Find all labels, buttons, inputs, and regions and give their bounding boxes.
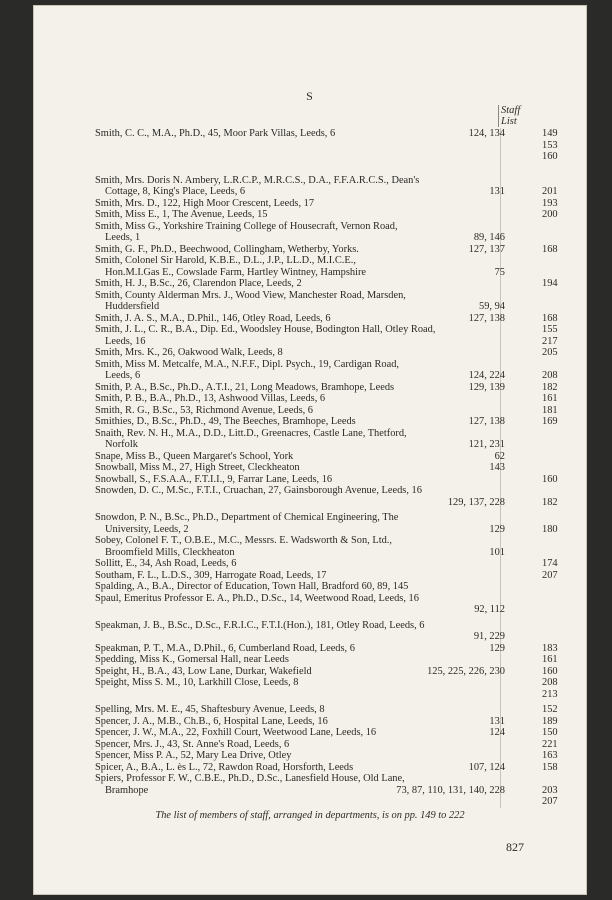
section-letter: S [306, 89, 314, 103]
entry-line [95, 140, 595, 152]
entry-line [95, 244, 595, 256]
staff-list-page: 160 [542, 151, 558, 162]
staff-list-page: 161 [542, 393, 558, 404]
entry-text: Cottage, 8, King's Place, Leeds, 6 [105, 186, 246, 197]
staff-header-line-1: Staff [501, 105, 521, 116]
directory-entry [95, 416, 595, 428]
staff-header-line-2: List [501, 116, 517, 127]
directory-entry [95, 462, 595, 474]
directory-entry [95, 198, 595, 210]
page-references: 75 [494, 266, 505, 278]
entry-line [95, 462, 595, 474]
page-references: 107, 124 [468, 761, 505, 773]
staff-list-page: 160 [542, 665, 558, 677]
directory-entry [95, 643, 595, 655]
directory-entry [95, 570, 595, 582]
entry-line [95, 290, 595, 302]
staff-list-page: 203 [542, 784, 558, 796]
staff-list-page: 168 [542, 243, 558, 255]
entry-text: Smith, Miss G., Yorkshire Training College of Housecraft, Vernon Road, [95, 220, 398, 232]
page-references: 131 [489, 715, 505, 727]
entry-text: Spencer, Miss P. A., 52, Mary Lea Drive, Otley [95, 750, 292, 761]
directory-entry [95, 474, 595, 486]
entry-line [95, 716, 595, 728]
entry-line [95, 393, 595, 405]
page-references: 127, 138 [468, 312, 505, 324]
entry-text: Smith, C. C., M.A., Ph.D., 45, Moor Park Villas, Leeds, 6 [95, 128, 336, 139]
entry-text: Leeds, 1 [105, 232, 141, 243]
entry-text: Smith, Mrs. K., 26, Oakwood Walk, Leeds, 8 [95, 347, 283, 358]
entry-line [95, 677, 595, 689]
entry-line [95, 278, 595, 290]
directory-entry [95, 762, 595, 774]
entry-line [95, 497, 595, 509]
page-references: 131 [489, 186, 505, 197]
directory-entry [95, 451, 595, 463]
entry-line [95, 151, 595, 163]
entry-text: Spencer, J. A., M.B., Ch.B., 6, Hospital Lane, Leeds, 16 [95, 715, 328, 727]
entry-text: Leeds, 16 [105, 335, 146, 347]
entry-line [95, 535, 595, 547]
entry-text: Sobey, Colonel F. T., O.B.E., M.C., Messrs. E. Wadsworth & Son, Ltd., [95, 535, 392, 546]
entry-line [95, 474, 595, 486]
entry-text: Norfolk [105, 439, 138, 450]
staff-list-page: 207 [542, 796, 558, 807]
page-references: 91, 229 [473, 631, 505, 642]
entry-text: Huddersfield [105, 301, 160, 312]
staff-list-page: 189 [542, 715, 558, 727]
directory-entry [95, 727, 595, 739]
staff-list-page: 168 [542, 312, 558, 324]
page-references: 127, 138 [468, 416, 505, 427]
entry-text: Snowball, Miss M., 27, High Street, Cleckheaton [95, 462, 300, 473]
directory-entry [95, 593, 595, 616]
directory-entry [95, 313, 595, 325]
staff-list-page: 182 [542, 496, 558, 508]
staff-list-page: 193 [542, 197, 558, 209]
entry-line [95, 785, 595, 797]
entry-line [95, 512, 595, 524]
entry-line [95, 796, 595, 808]
directory-entry [95, 704, 595, 716]
entry-text: Smith, County Alderman Mrs. J., Wood View, Manchester Road, Marsden, [95, 289, 406, 301]
entry-line [95, 405, 595, 417]
staff-list-column-header [498, 105, 535, 127]
entry-text: Southam, F. L., L.D.S., 309, Harrogate Road, Leeds, 17 [95, 569, 327, 581]
entry-line [95, 221, 595, 233]
directory-entry [95, 244, 595, 256]
directory-entry [95, 428, 595, 451]
staff-list-page: 201 [542, 186, 558, 197]
entry-text: Smith, Miss M. Metcalfe, M.A., N.F.F., Dipl. Psych., 19, Cardigan Road, [95, 358, 399, 370]
entry-line [95, 666, 595, 678]
page-references: 129, 137, 228 [447, 496, 505, 508]
directory-entry [95, 290, 595, 313]
page-references: 129, 139 [468, 381, 505, 393]
entry-line [95, 643, 595, 655]
staff-list-page: 180 [542, 523, 558, 535]
page-references: 127, 137 [468, 243, 505, 255]
entry-text: Smith, Mrs. Doris N. Ambery, L.R.C.P., M.R.C.S., D.A., F.F.A.R.C.S., Dean's [95, 174, 420, 186]
entry-text: Spicer, A., B.A., L. ès L., 72, Rawdon Road, Horsforth, Leeds [95, 761, 354, 773]
directory-entry [95, 405, 595, 417]
staff-list-page: 155 [542, 324, 558, 335]
page-references: 101 [489, 546, 505, 558]
directory-entry [95, 221, 595, 244]
directory-entry [95, 128, 595, 163]
entry-line [95, 547, 595, 559]
directory-entry [95, 666, 595, 678]
staff-list-page: 158 [542, 761, 558, 773]
entry-line [95, 128, 595, 140]
page-references: 73, 87, 110, 131, 140, 228 [396, 784, 505, 796]
entry-line [95, 773, 595, 785]
entry-line [95, 558, 595, 570]
directory-entry [95, 716, 595, 728]
directory-entry [95, 620, 595, 643]
staff-list-page: 160 [542, 473, 558, 485]
entry-text: Smith, G. F., Ph.D., Beechwood, Collingham, Wetherby, Yorks. [95, 243, 359, 255]
entry-line [95, 301, 595, 313]
staff-list-page: 152 [542, 704, 558, 715]
staff-list-page: 174 [542, 558, 558, 569]
entry-text: Bramhope [105, 784, 149, 796]
entry-line [95, 631, 595, 643]
entry-text: Hon.M.I.Gas E., Cowslade Farm, Hartley Wintney, Hampshire [105, 266, 367, 278]
entry-line [95, 267, 595, 279]
entry-line [95, 382, 595, 394]
entry-line [95, 704, 595, 716]
directory-entry [95, 654, 595, 666]
entry-text: Spencer, Mrs. J., 43, St. Anne's Road, Leeds, 6 [95, 738, 290, 750]
staff-list-page: 194 [542, 278, 558, 289]
staff-list-page: 149 [542, 128, 558, 139]
entry-text: Smith, Miss E., 1, The Avenue, Leeds, 15 [95, 209, 268, 220]
entry-line [95, 762, 595, 774]
footer-note: The list of members of staff, arranged in departments, is on pp. 149 to 222 [155, 810, 465, 821]
document-page [34, 6, 586, 894]
entry-line [95, 186, 595, 198]
page-references: 89, 146 [473, 232, 505, 243]
page-references: 124, 224 [468, 370, 505, 381]
entry-text: Smith, J. A. S., M.A., D.Phil., 146, Otley Road, Leeds, 6 [95, 312, 331, 324]
staff-list-page: 181 [542, 404, 558, 416]
staff-list-page: 161 [542, 654, 558, 665]
entry-text: Leeds, 6 [105, 370, 141, 381]
directory-entry [95, 324, 595, 347]
directory-entry [95, 359, 595, 382]
directory-entry [95, 382, 595, 394]
entry-line [95, 255, 595, 267]
entry-text: Spalding, A., B.A., Director of Education, Town Hall, Bradford 60, 89, 145 [95, 581, 409, 592]
directory-entry [95, 209, 595, 221]
directory-entry [95, 485, 595, 508]
entry-line [95, 347, 595, 359]
entry-line [95, 593, 595, 605]
entry-text: Speight, H., B.A., 43, Low Lane, Durkar, Wakefield [95, 665, 312, 677]
entry-line [95, 750, 595, 762]
entry-text: Spelling, Mrs. M. E., 45, Shaftesbury Avenue, Leeds, 8 [95, 704, 325, 715]
page-references: 92, 112 [474, 604, 505, 615]
directory-entry [95, 581, 595, 593]
entry-line [95, 175, 595, 187]
directory-entry [95, 393, 595, 405]
entry-text: Speight, Miss S. M., 10, Larkhill Close, Leeds, 8 [95, 677, 299, 688]
directory-entry [95, 255, 595, 278]
entry-text: Broomfield Mills, Cleckheaton [105, 546, 235, 558]
staff-list-page: 208 [542, 677, 558, 688]
staff-list-page: 153 [542, 139, 558, 151]
entry-text: Smith, J. L., C. R., B.A., Dip. Ed., Woodsley House, Bodington Hall, Otley Road, [95, 324, 436, 335]
entry-text: Smithies, D., B.Sc., Ph.D., 49, The Beeches, Bramhope, Leeds [95, 416, 356, 427]
entry-text: Snowball, S., F.S.A.A., F.T.I.I., 9, Farrar Lane, Leeds, 16 [95, 473, 333, 485]
entry-text: Smith, Colonel Sir Harold, K.B.E., D.L., J.P., LL.D., M.I.C.E., [95, 255, 356, 266]
staff-list-page: 213 [542, 688, 558, 700]
entry-line [95, 739, 595, 751]
entry-text: University, Leeds, 2 [105, 523, 189, 535]
staff-list-page: 221 [542, 738, 558, 750]
entry-text: Snape, Miss B., Queen Margaret's School, York [95, 450, 294, 462]
page-references: 129 [489, 523, 505, 535]
staff-list-page: 163 [542, 750, 558, 761]
staff-list-page: 208 [542, 370, 558, 381]
entry-line [95, 620, 595, 632]
page-references: 125, 225, 226, 230 [427, 665, 505, 677]
entry-text: Sollitt, E., 34, Ash Road, Leeds, 6 [95, 558, 237, 569]
staff-list-page: 207 [542, 569, 558, 581]
staff-list-page: 182 [542, 381, 558, 393]
directory-entry [95, 175, 595, 198]
entry-text: Snowdon, P. N., B.Sc., Ph.D., Department of Chemical Engineering, The [95, 512, 399, 523]
entry-line [95, 416, 595, 428]
staff-list-page: 183 [542, 642, 558, 654]
entry-line [95, 428, 595, 440]
entry-text: Spedding, Miss K., Gomersal Hall, near Leeds [95, 654, 289, 665]
entry-line [95, 689, 595, 701]
entry-line [95, 336, 595, 348]
directory-entry [95, 347, 595, 359]
directory-entry [95, 773, 595, 808]
directory-entry [95, 558, 595, 570]
entry-line [95, 198, 595, 210]
staff-list-page: 150 [542, 727, 558, 738]
entry-line [95, 485, 595, 497]
page-references: 124, 134 [468, 128, 505, 139]
entry-text: Snaith, Rev. N. H., M.A., D.D., Litt.D., Greenacres, Castle Lane, Thetford, [95, 427, 407, 439]
directory-entry [95, 750, 595, 762]
entry-line [95, 570, 595, 582]
directory-entry [95, 512, 595, 535]
entry-text: Smith, P. A., B.Sc., Ph.D., A.T.I., 21, Long Meadows, Bramhope, Leeds [95, 381, 395, 393]
staff-list-page: 205 [542, 347, 558, 358]
page-references: 129 [489, 642, 505, 654]
entry-line [95, 727, 595, 739]
entry-line [95, 324, 595, 336]
page-references: 124 [489, 727, 505, 738]
page-references: 59, 94 [479, 301, 505, 312]
entry-text: Speakman, J. B., B.Sc., D.Sc., F.R.I.C., F.T.I.(Hon.), 181, Otley Road, Leeds, 6 [95, 619, 425, 631]
entry-text: Smith, P. B., B.A., Ph.D., 13, Ashwood Villas, Leeds, 6 [95, 393, 326, 404]
entry-text: Spencer, J. W., M.A., 22, Foxhill Court, Weetwood Lane, Leeds, 16 [95, 727, 377, 738]
page-references: 62 [494, 450, 505, 462]
entry-line [95, 359, 595, 371]
page-references: 121, 231 [468, 439, 505, 450]
page-references: 143 [489, 462, 505, 473]
staff-list-page: 217 [542, 335, 558, 347]
entry-text: Smith, Mrs. D., 122, High Moor Crescent, Leeds, 17 [95, 197, 315, 209]
entry-line [95, 451, 595, 463]
staff-list-page: 169 [542, 416, 558, 427]
directory-entry [95, 677, 595, 700]
entry-line [95, 524, 595, 536]
staff-list-page: 200 [542, 209, 558, 220]
page-number: 827 [506, 840, 524, 854]
entry-line [95, 654, 595, 666]
entry-line [95, 209, 595, 221]
entry-text: Snowden, D. C., M.Sc., F.T.I., Cruachan, 27, Gainsborough Avenue, Leeds, 16 [95, 485, 422, 496]
entry-line [95, 439, 595, 451]
entry-text: Speakman, P. T., M.A., D.Phil., 6, Cumberland Road, Leeds, 6 [95, 642, 355, 654]
entry-line [95, 232, 595, 244]
entry-line [95, 604, 595, 616]
entry-text: Spaul, Emeritus Professor E. A., Ph.D., D.Sc., 14, Weetwood Road, Leeds, 16 [95, 592, 419, 604]
entry-line [95, 313, 595, 325]
entry-text: Smith, R. G., B.Sc., 53, Richmond Avenue, Leeds, 6 [95, 404, 313, 416]
entry-line [95, 581, 595, 593]
entries-list [95, 128, 595, 808]
entry-text: Spiers, Professor F. W., C.B.E., Ph.D., D.Sc., Lanesfield House, Old Lane, [95, 773, 405, 784]
entry-text: Smith, H. J., B.Sc., 26, Clarendon Place, Leeds, 2 [95, 278, 302, 289]
directory-entry [95, 278, 595, 290]
directory-entry [95, 739, 595, 751]
directory-entry [95, 535, 595, 558]
entry-line [95, 370, 595, 382]
